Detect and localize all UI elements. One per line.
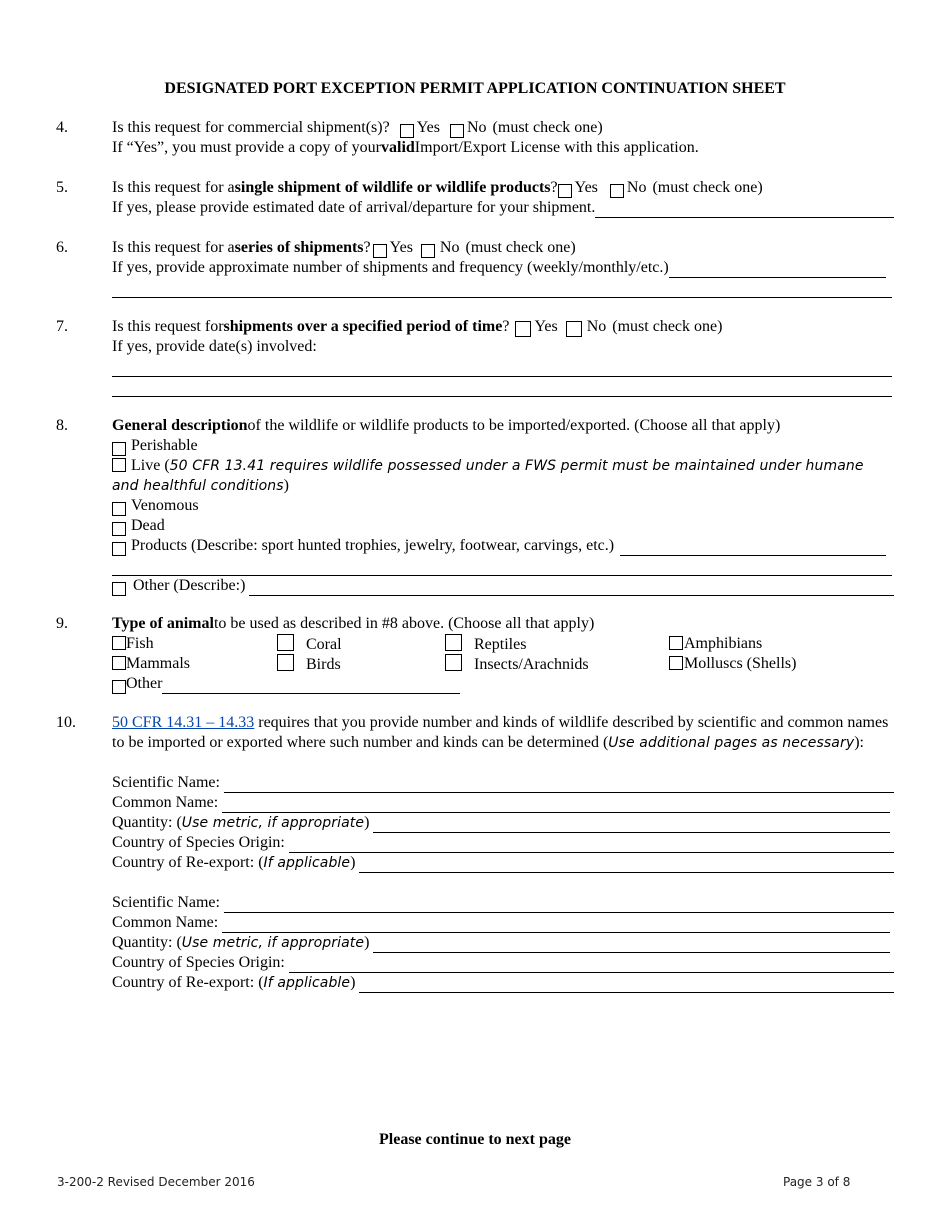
q4-note-post: Import/Export License with this application. bbox=[414, 139, 699, 156]
q5-yes-checkbox[interactable] bbox=[558, 184, 572, 198]
molluscs-label: Molluscs (Shells) bbox=[684, 655, 797, 672]
reexport-note: If applicable bbox=[263, 855, 351, 871]
q4-no-checkbox[interactable] bbox=[450, 124, 464, 138]
q6-frequency-field[interactable] bbox=[669, 262, 886, 278]
q7-text-bold: shipments over a specified period of time bbox=[223, 318, 503, 335]
q6-text-bold: series of shipments bbox=[234, 239, 364, 256]
common-name-field-1[interactable] bbox=[222, 797, 890, 813]
other-animal-label: Other bbox=[126, 675, 163, 692]
scientific-name-field-1[interactable] bbox=[224, 777, 894, 793]
species-entry-2 bbox=[112, 893, 894, 993]
question-number: 9. bbox=[56, 615, 68, 632]
no-label: No bbox=[586, 318, 607, 335]
amphibians-label: Amphibians bbox=[684, 635, 763, 652]
dead-label: Dead bbox=[131, 517, 165, 534]
reexport-label-pre: Country of Re-export: ( bbox=[112, 854, 264, 871]
perishable-checkbox[interactable] bbox=[112, 442, 126, 456]
perishable-label: Perishable bbox=[131, 437, 198, 454]
must-check-label: (must check one) bbox=[492, 119, 603, 136]
coral-checkbox[interactable] bbox=[277, 634, 294, 651]
q7-text-post: ? bbox=[502, 318, 510, 335]
products-extra-line[interactable] bbox=[112, 556, 892, 576]
q5-date-field[interactable] bbox=[595, 202, 894, 218]
yes-label: Yes bbox=[574, 179, 598, 196]
q7-date-line-2[interactable] bbox=[112, 377, 892, 397]
q5-followup-text: If yes, please provide estimated date of arrival/departure for your shipment. bbox=[112, 199, 596, 216]
coral-label: Coral bbox=[306, 636, 342, 653]
species-entry-1 bbox=[112, 773, 894, 873]
origin-label: Country of Species Origin: bbox=[112, 834, 285, 851]
quantity-label-pre: Quantity: ( bbox=[112, 934, 182, 951]
reexport-label-post: ) bbox=[350, 854, 356, 871]
q10-text: requires that you provide number and kinds of wildlife described by scientific and common names to be imported or exported where such number and kinds can be determined ( bbox=[112, 714, 889, 751]
question-number: 5. bbox=[56, 179, 68, 196]
q4-note-bold: valid bbox=[381, 139, 415, 156]
live-note: 50 CFR 13.41 requires wildlife possessed under a FWS permit must be maintained under humane and healthful conditions bbox=[112, 458, 864, 494]
q8-text-bold: General description bbox=[112, 417, 248, 434]
reexport-label-pre: Country of Re-export: ( bbox=[112, 974, 264, 991]
birds-checkbox[interactable] bbox=[277, 654, 294, 671]
question-number: 7. bbox=[56, 318, 68, 335]
form-number: 3-200-2 Revised December 2016 bbox=[57, 1175, 255, 1189]
origin-label: Country of Species Origin: bbox=[112, 954, 285, 971]
quantity-label-post: ) bbox=[364, 814, 370, 831]
fish-label: Fish bbox=[126, 635, 154, 652]
question-number: 8. bbox=[56, 417, 68, 434]
common-name-field-2[interactable] bbox=[222, 917, 890, 933]
other-animal-field[interactable] bbox=[162, 678, 460, 694]
question-number: 6. bbox=[56, 239, 68, 256]
insects-checkbox[interactable] bbox=[445, 654, 462, 671]
scientific-name-field-2[interactable] bbox=[224, 897, 894, 913]
must-check-label: (must check one) bbox=[612, 318, 723, 335]
no-label: No bbox=[626, 179, 647, 196]
live-checkbox[interactable] bbox=[112, 458, 126, 472]
q6-extra-line[interactable] bbox=[112, 278, 892, 298]
mammals-label: Mammals bbox=[126, 655, 190, 672]
must-check-label: (must check one) bbox=[465, 239, 576, 256]
reexport-label-post: ) bbox=[350, 974, 356, 991]
quantity-note: Use metric, if appropriate bbox=[181, 935, 365, 951]
animal-type-grid bbox=[112, 634, 894, 694]
q5-no-checkbox[interactable] bbox=[610, 184, 624, 198]
molluscs-checkbox[interactable] bbox=[669, 656, 683, 670]
q10-close: ): bbox=[854, 734, 864, 751]
common-name-label: Common Name: bbox=[112, 914, 219, 931]
q7-date-line-1[interactable] bbox=[112, 357, 892, 377]
q7-no-checkbox[interactable] bbox=[566, 321, 582, 337]
quantity-label-post: ) bbox=[364, 934, 370, 951]
other-description-label: Other (Describe:) bbox=[133, 577, 246, 594]
yes-label: Yes bbox=[534, 318, 558, 335]
amphibians-checkbox[interactable] bbox=[669, 636, 683, 650]
scientific-name-label: Scientific Name: bbox=[112, 774, 220, 791]
no-label: No bbox=[439, 239, 460, 256]
reptiles-label: Reptiles bbox=[474, 636, 527, 653]
quantity-field-1[interactable] bbox=[373, 817, 890, 833]
venomous-label: Venomous bbox=[131, 497, 199, 514]
q6-text-post: ? bbox=[363, 239, 371, 256]
q7-text-pre: Is this request for bbox=[112, 318, 224, 335]
insects-label: Insects/Arachnids bbox=[474, 656, 589, 673]
q7-yes-checkbox[interactable] bbox=[515, 321, 531, 337]
products-label: Products (Describe: sport hunted trophies, jewelry, footwear, carvings, etc.) bbox=[131, 537, 615, 554]
must-check-label: (must check one) bbox=[652, 179, 763, 196]
question-text: Is this request for commercial shipment(s)? bbox=[112, 119, 390, 136]
cfr-link[interactable]: 50 CFR 14.31 – 14.33 bbox=[112, 714, 255, 731]
origin-field-1[interactable] bbox=[289, 837, 894, 853]
live-close: ) bbox=[283, 477, 289, 494]
mammals-checkbox[interactable] bbox=[112, 656, 126, 670]
fish-checkbox[interactable] bbox=[112, 636, 126, 650]
q6-followup-text: If yes, provide approximate number of shipments and frequency (weekly/monthly/etc.) bbox=[112, 259, 669, 276]
q9-text: to be used as described in #8 above. (Choose all that apply) bbox=[213, 615, 595, 632]
live-label: Live ( bbox=[131, 457, 170, 474]
dead-checkbox[interactable] bbox=[112, 522, 126, 536]
q10-note: Use additional pages as necessary bbox=[608, 735, 855, 751]
reexport-field-2[interactable] bbox=[359, 977, 894, 993]
yes-label: Yes bbox=[389, 239, 413, 256]
q4-yes-checkbox[interactable] bbox=[400, 124, 414, 138]
question-number: 10. bbox=[56, 714, 76, 731]
scientific-name-label: Scientific Name: bbox=[112, 894, 220, 911]
quantity-note: Use metric, if appropriate bbox=[181, 815, 365, 831]
other-animal-checkbox[interactable] bbox=[112, 680, 126, 694]
common-name-label: Common Name: bbox=[112, 794, 219, 811]
q5-text-bold: single shipment of wildlife or wildlife products bbox=[234, 179, 551, 196]
origin-field-2[interactable] bbox=[289, 957, 894, 973]
no-label: No bbox=[466, 119, 487, 136]
reexport-field-1[interactable] bbox=[359, 857, 894, 873]
page-number: Page 3 of 8 bbox=[783, 1175, 851, 1189]
venomous-checkbox[interactable] bbox=[112, 502, 126, 516]
page-title: DESIGNATED PORT EXCEPTION PERMIT APPLICATION CONTINUATION SHEET bbox=[164, 80, 786, 97]
quantity-label-pre: Quantity: ( bbox=[112, 814, 182, 831]
q5-text-post: ? bbox=[550, 179, 558, 196]
q6-text-pre: Is this request for a bbox=[112, 239, 235, 256]
other-description-checkbox[interactable] bbox=[112, 582, 126, 596]
q8-text: of the wildlife or wildlife products to be imported/exported. (Choose all that apply) bbox=[247, 417, 781, 434]
q6-no-checkbox[interactable] bbox=[421, 244, 435, 258]
yes-label: Yes bbox=[416, 119, 440, 136]
q5-text-pre: Is this request for a bbox=[112, 179, 235, 196]
q9-text-bold: Type of animal bbox=[112, 615, 214, 632]
products-describe-field[interactable] bbox=[620, 540, 886, 556]
reptiles-checkbox[interactable] bbox=[445, 634, 462, 651]
continue-notice: Please continue to next page bbox=[379, 1131, 571, 1148]
q4-note-pre: If “Yes”, you must provide a copy of your bbox=[112, 139, 381, 156]
birds-label: Birds bbox=[306, 656, 341, 673]
question-number: 4. bbox=[56, 119, 68, 136]
q7-followup-text: If yes, provide date(s) involved: bbox=[112, 338, 317, 355]
reexport-note: If applicable bbox=[263, 975, 351, 991]
quantity-field-2[interactable] bbox=[373, 937, 890, 953]
other-describe-field[interactable] bbox=[249, 580, 894, 596]
q6-yes-checkbox[interactable] bbox=[373, 244, 387, 258]
products-checkbox[interactable] bbox=[112, 542, 126, 556]
